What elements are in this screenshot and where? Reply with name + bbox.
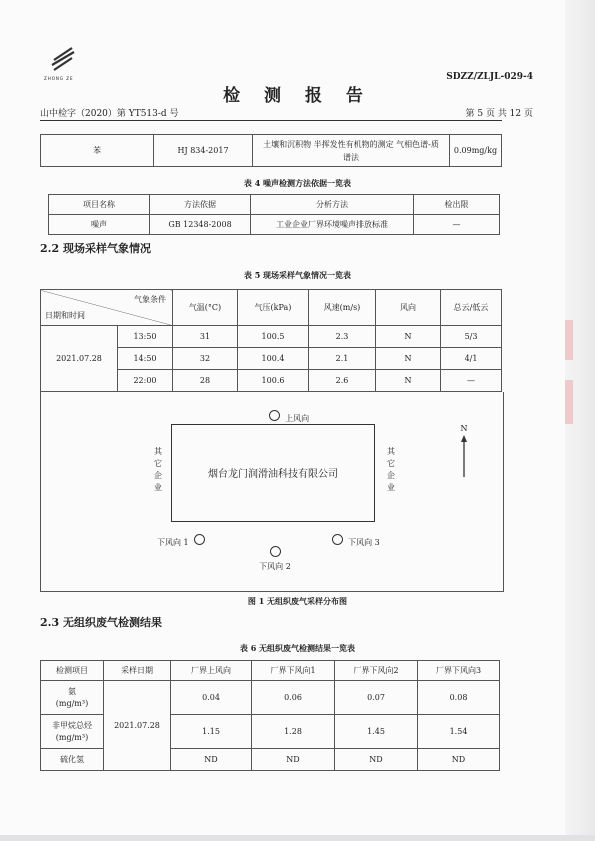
left-neighbor-char: 其	[154, 447, 162, 456]
sampling-diagram	[40, 392, 504, 592]
table-header-row	[41, 661, 500, 681]
sample-point-icon	[194, 534, 205, 545]
table-cell: 2.6	[309, 370, 376, 392]
right-neighbor-char: 企	[387, 471, 395, 480]
table-cell: 28	[173, 370, 238, 392]
table-cell: ND	[171, 749, 252, 771]
table-header: 方法依据	[150, 195, 251, 215]
item-name: 非甲烷总烃	[52, 720, 92, 730]
table-cell: ND	[335, 749, 418, 771]
table-cell: 100.6	[238, 370, 309, 392]
table-cell: 100.5	[238, 326, 309, 348]
north-arrow-icon	[457, 433, 471, 477]
table-cell: 0.06	[252, 681, 335, 715]
table-header: 风向	[376, 290, 441, 326]
table-cell: 噪声	[49, 215, 150, 235]
table6-caption: 表 6 无组织废气检测结果一览表	[239, 643, 356, 653]
right-neighbor-char: 它	[387, 459, 395, 468]
page-title: 检 测 报 告	[223, 86, 372, 106]
table-cell: N	[376, 348, 441, 370]
table-header: 检出限	[414, 195, 500, 215]
table-cell: 31	[173, 326, 238, 348]
table-header: 采样日期	[104, 661, 171, 681]
company-boundary	[171, 424, 375, 522]
right-neighbor	[386, 446, 396, 494]
seal-stamp-fragment	[565, 380, 573, 424]
table-header: 厂界下风向2	[335, 661, 418, 681]
item-cell: 硫化氢	[41, 749, 104, 771]
table-header: 气压(kPa)	[238, 290, 309, 326]
north-label: N	[460, 424, 468, 433]
section-heading-2-3: 2.3 无组织废气检测结果	[40, 616, 162, 629]
table-row	[41, 681, 500, 715]
table-corner-cell	[41, 290, 173, 326]
sample-point-icon	[269, 410, 280, 421]
table-cell: 1.28	[252, 715, 335, 749]
table-row	[49, 215, 500, 235]
left-neighbor-char: 企	[154, 471, 162, 480]
section-heading-2-2: 2.2 现场采样气象情况	[40, 242, 151, 255]
table-header: 厂界上风向	[171, 661, 252, 681]
item-unit: (mg/m³)	[55, 732, 89, 742]
upwind-marker	[269, 406, 309, 425]
table-cell: 0.04	[171, 681, 252, 715]
downwind-2-label: 下风向 2	[259, 562, 291, 571]
table-row	[41, 326, 502, 348]
table5	[40, 289, 502, 392]
table5-caption: 表 5 现场采样气象情况一览表	[243, 270, 352, 280]
table-cell: 1.54	[418, 715, 500, 749]
table-cell: ND	[252, 749, 335, 771]
figure1-caption: 图 1 无组织废气采样分布图	[247, 596, 348, 606]
company-name: 烟台龙门润滑油科技有限公司	[208, 469, 338, 480]
table-cell: N	[376, 326, 441, 348]
table-cell: ND	[418, 749, 500, 771]
table-cell: 1.15	[171, 715, 252, 749]
company-logo-icon	[42, 40, 86, 80]
table-cell: N	[376, 370, 441, 392]
table-cell: 13:50	[118, 326, 173, 348]
table-cell: 1.45	[335, 715, 418, 749]
table-cell: 32	[173, 348, 238, 370]
seal-stamp-fragment	[565, 320, 573, 360]
table-cell: HJ 834-2017	[154, 135, 253, 167]
table-cell: 苯	[41, 135, 154, 167]
downwind-3-label: 下风向 3	[348, 538, 380, 547]
right-neighbor-char: 其	[387, 447, 395, 456]
table-cell: —	[441, 370, 502, 392]
downwind-3-marker	[332, 530, 380, 549]
table-cell: 100.4	[238, 348, 309, 370]
table-header-row	[49, 195, 500, 215]
item-name: 氨	[68, 686, 76, 696]
table-header: 风速(m/s)	[309, 290, 376, 326]
page-number: 第 5 页 共 12 页	[465, 109, 533, 119]
table6	[40, 660, 500, 771]
left-neighbor-char: 业	[154, 483, 162, 492]
corner-label-top: 气象条件	[134, 295, 166, 304]
right-neighbor-char: 业	[387, 483, 395, 492]
table-cell: 5/3	[441, 326, 502, 348]
table-header: 项目名称	[49, 195, 150, 215]
downwind-2-marker	[255, 542, 295, 572]
downwind-1-label: 下风向 1	[157, 538, 189, 547]
left-neighbor	[153, 446, 163, 494]
table-cell: 2.1	[309, 348, 376, 370]
table4	[48, 194, 500, 235]
table-cell: 工业企业厂界环境噪声排放标准	[251, 215, 414, 235]
table-cell: 土壤和沉积物 半挥发性有机物的测定 气相色谱-质谱法	[253, 135, 450, 167]
table-row	[41, 135, 502, 167]
table3-tail	[40, 134, 502, 167]
header-rule	[40, 120, 502, 121]
sample-point-icon	[270, 546, 281, 557]
logo-text: ZHONG ZE	[44, 76, 74, 81]
table4-caption: 表 4 噪声检测方法依据一览表	[243, 178, 352, 188]
table-cell: 22:00	[118, 370, 173, 392]
item-cell	[41, 715, 104, 749]
table-header: 气温(°C)	[173, 290, 238, 326]
date-cell: 2021.07.28	[41, 326, 118, 392]
table-cell: 14:50	[118, 348, 173, 370]
north-indicator	[457, 424, 471, 481]
table-cell: 4/1	[441, 348, 502, 370]
table-cell: 2.3	[309, 326, 376, 348]
corner-label-bottom: 日期和时间	[45, 311, 85, 320]
report-number: 山中检字（2020）第 YT513-d 号	[40, 109, 179, 119]
left-neighbor-char: 它	[154, 459, 162, 468]
scan-bottom-edge	[0, 835, 595, 841]
table-cell: 0.08	[418, 681, 500, 715]
table-header: 分析方法	[251, 195, 414, 215]
table-header: 厂界下风向3	[418, 661, 500, 681]
upwind-label: 上风向	[285, 414, 310, 423]
table-header: 检测项目	[41, 661, 104, 681]
table-header-row	[41, 290, 502, 326]
item-cell	[41, 681, 104, 715]
table-cell: GB 12348-2008	[150, 215, 251, 235]
document-code: SDZZ/ZLJL-029-4	[446, 72, 533, 82]
table-header: 厂界下风向1	[252, 661, 335, 681]
table-cell: —	[414, 215, 500, 235]
downwind-1-marker	[157, 530, 205, 549]
date-cell: 2021.07.28	[104, 681, 171, 771]
table-cell: 0.07	[335, 681, 418, 715]
sample-point-icon	[332, 534, 343, 545]
item-unit: (mg/m³)	[55, 698, 89, 708]
table-cell: 0.09mg/kg	[450, 135, 502, 167]
table-header: 总云/低云	[441, 290, 502, 326]
